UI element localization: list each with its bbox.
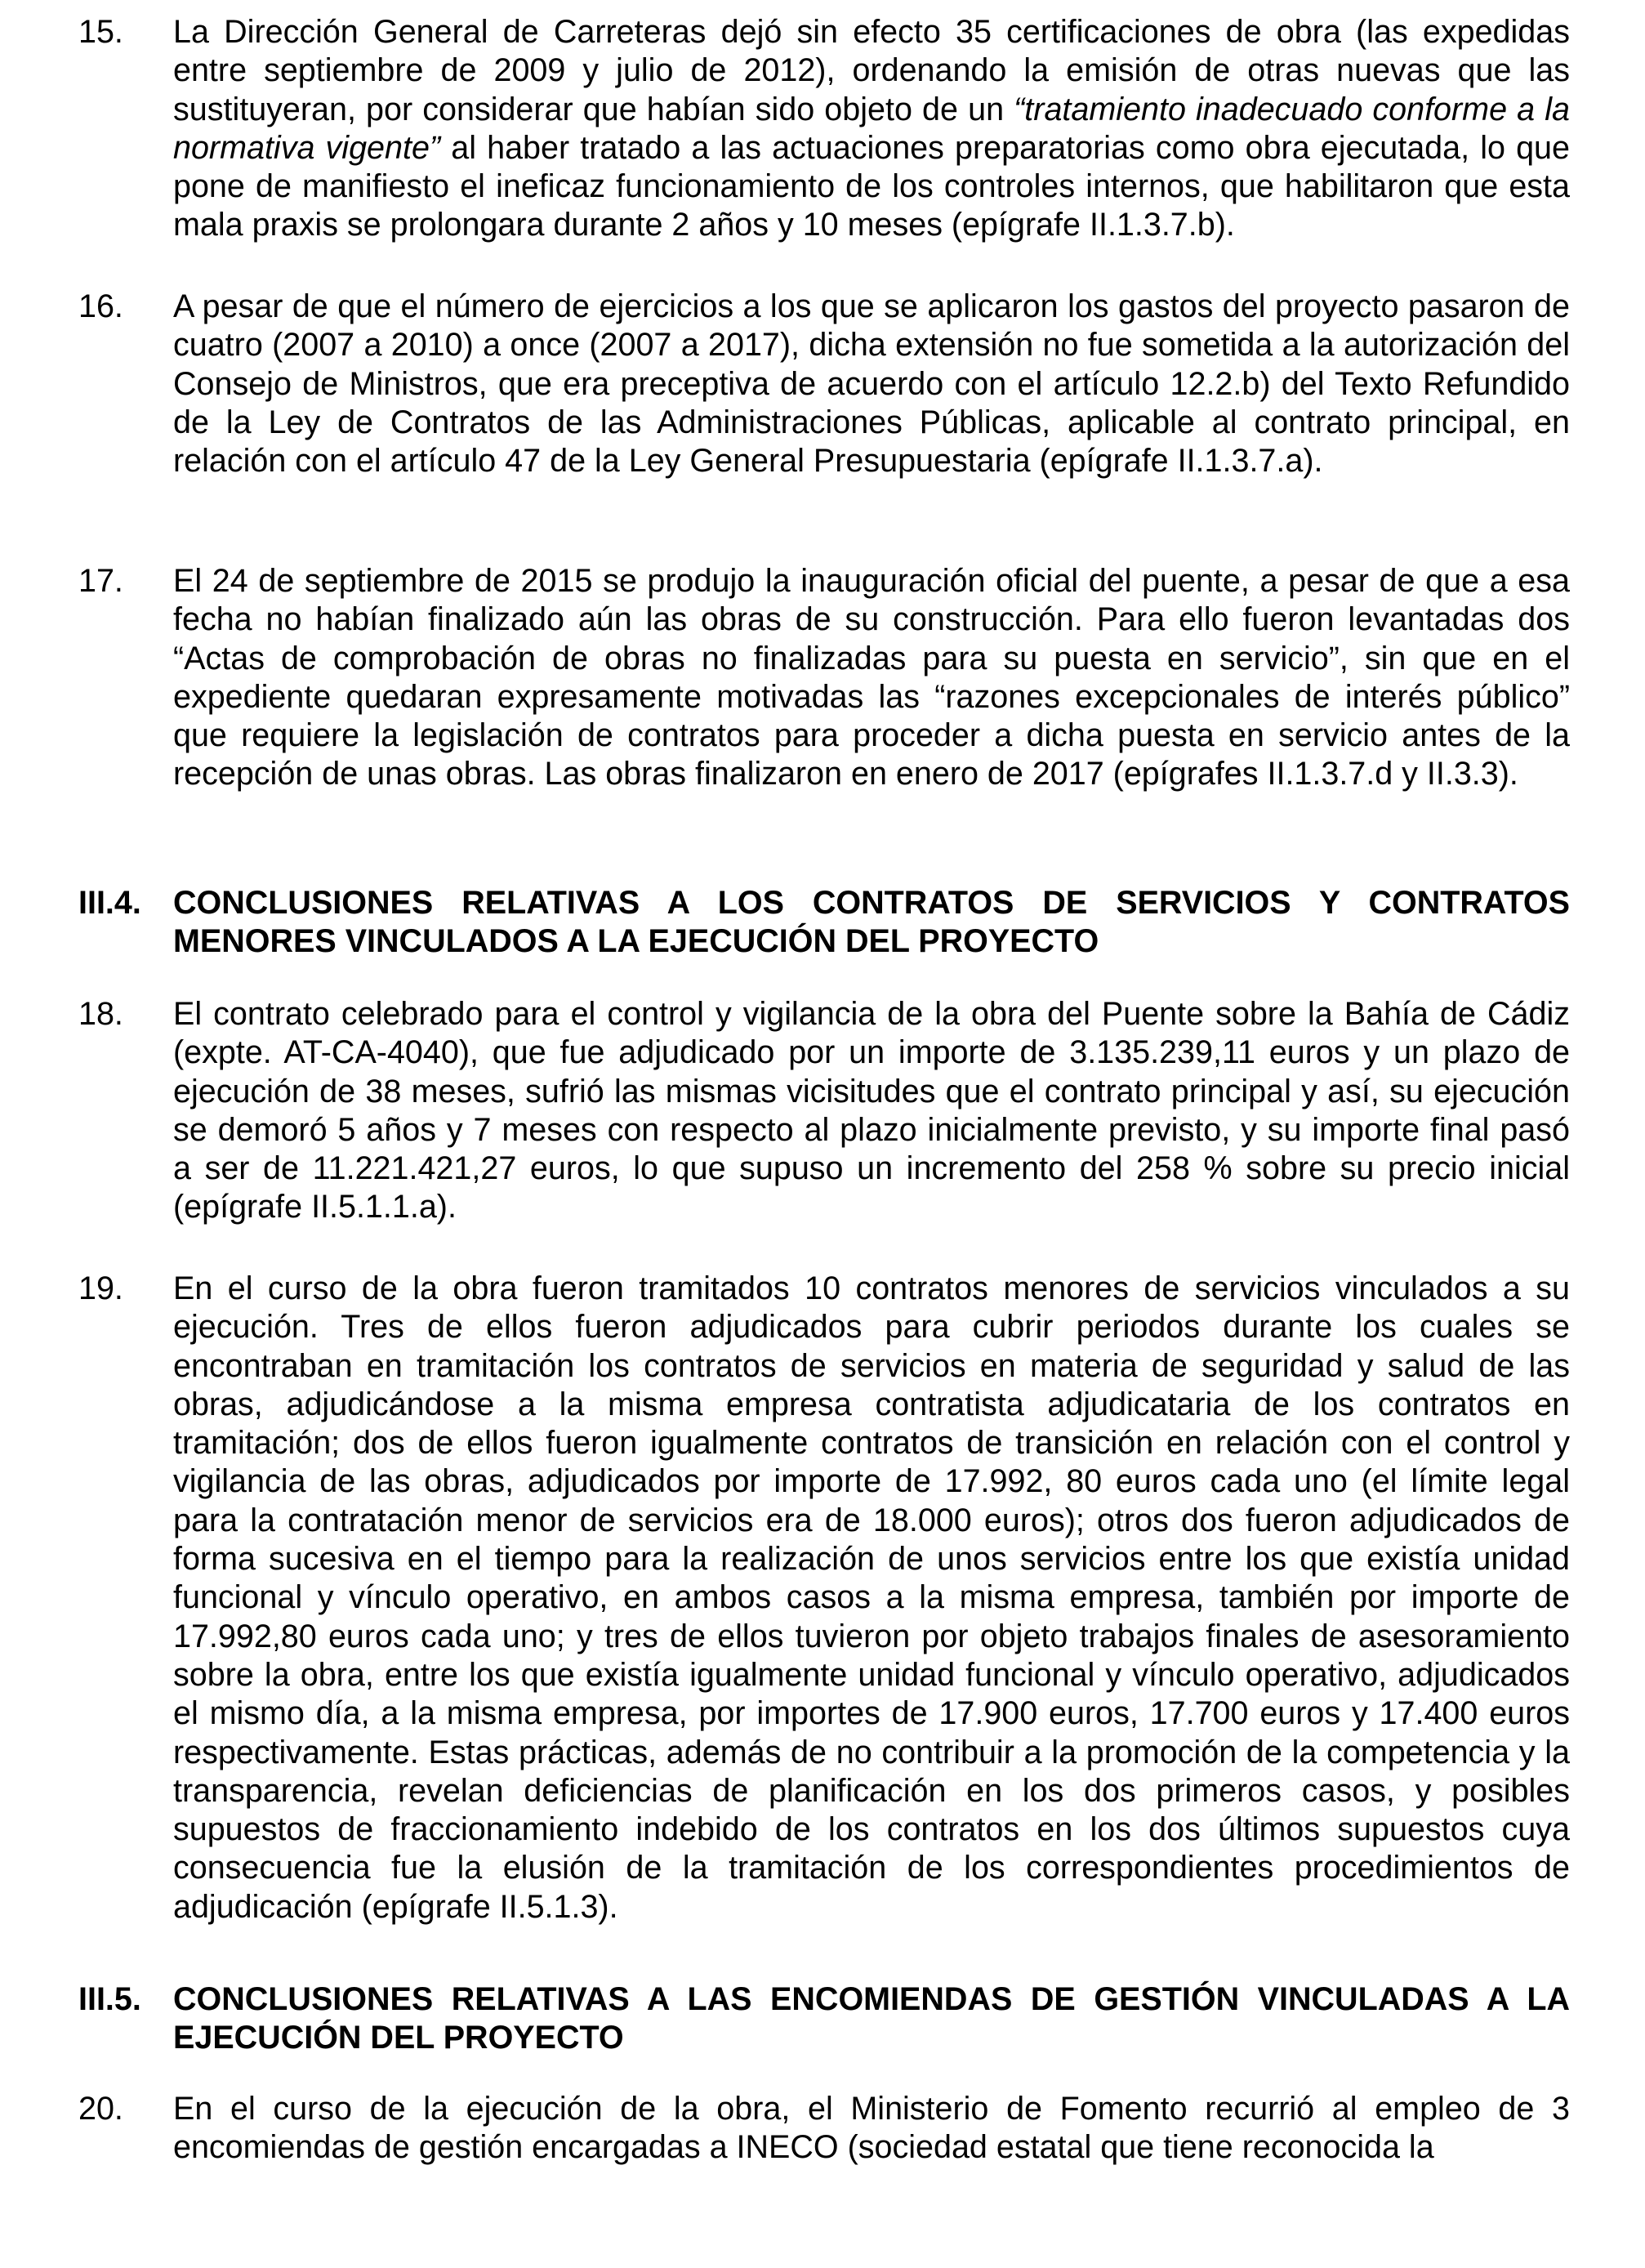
paragraph-number: 15. bbox=[78, 14, 123, 50]
section-heading-III-5 bbox=[78, 1980, 1570, 2057]
paragraph-text-part: La Dirección General de Carreteras dejó sin efecto 35 certificaciones de obra (las expedidas entre septiembre de 2009 y julio de 2012), ordenando la emisión de otras nuevas que las sustituyeran, por considerar que habían sido objeto de un bbox=[173, 14, 1570, 127]
paragraph-text: En el curso de la obra fueron tramitados 10 contratos menores de servicios vinculados a su ejecución. Tres de ellos fueron adjudicados para cubrir periodos durante los cuales se encontraban en tramitación los contratos de servicios en materia de seguridad y salud de las obras, adjudicándose a la misma empresa contratista adjudicataria de los contratos en tramitación; dos de ellos fueron igualmente contratos de transición en relación con el control y vigilancia de las obras, adjudicados por importe de 17.992, 80 euros cada uno (el límite legal para la contratación menor de servicios era de 18.000 euros); otros dos fueron adjudicados de forma sucesiva en el tiempo para la realización de unos servicios entre los que existía unidad funcional y vínculo operativo, en ambos casos a la misma empresa, también por importe de 17.992,80 euros cada uno; y tres de ellos tuvieron por objeto trabajos finales de asesoramiento sobre la obra, entre los que existía igualmente unidad funcional y vínculo operativo, adjudicados el mismo día, a la misma empresa, por importes de 17.900 euros, 17.700 euros y 17.400 euros respectivamente. Estas prácticas, además de no contribuir a la promoción de la competencia y la transparencia, revelan deficiencias de planificación en los dos primeros casos, y posibles supuestos de fraccionamiento indebido de los contratos en los dos últimos supuestos cuya consecuencia fue la elusión de la tramitación de los correspondientes procedimientos de adjudicación (epígrafe II.5.1.3). bbox=[173, 1270, 1570, 1925]
paragraph-number: 20. bbox=[78, 2091, 123, 2127]
paragraph-16 bbox=[78, 288, 1570, 480]
paragraph-18 bbox=[78, 995, 1570, 1227]
paragraph-text bbox=[173, 13, 1570, 245]
paragraph-20 bbox=[78, 2090, 1570, 2168]
paragraph-number: 19. bbox=[78, 1270, 123, 1306]
paragraph-number: 16. bbox=[78, 288, 123, 324]
section-number: III.5. bbox=[78, 1981, 141, 2017]
paragraph-text: El 24 de septiembre de 2015 se produjo la inauguración oficial del puente, a pesar de que a esa fecha no habían finalizado aún las obras de su construcción. Para ello fueron levantadas dos “Actas de comprobación de obras no finalizadas para su puesta en servicio”, sin que en el expediente quedaran expresamente motivadas las “razones excepcionales de interés público” que requiere la legislación de contratos para proceder a dicha puesta en servicio antes de la recepción de unas obras. Las obras finalizaron en enero de 2017 (epígrafes II.1.3.7.d y II.3.3). bbox=[173, 563, 1570, 792]
section-title: CONCLUSIONES RELATIVAS A LAS ENCOMIENDAS DE GESTIÓN VINCULADAS A LA EJECUCIÓN DEL PROYECTO bbox=[173, 1981, 1570, 2056]
paragraph-number: 18. bbox=[78, 996, 123, 1032]
section-title: CONCLUSIONES RELATIVAS A LOS CONTRATOS DE SERVICIOS Y CONTRATOS MENORES VINCULADOS A LA EJECUCIÓN DEL PROYECTO bbox=[173, 885, 1570, 959]
paragraph-19 bbox=[78, 1270, 1570, 1926]
section-number: III.4. bbox=[78, 885, 141, 921]
paragraph-text: En el curso de la ejecución de la obra, el Ministerio de Fomento recurrió al empleo de 3 encomiendas de gestión encargadas a INECO (sociedad estatal que tiene reconocida la bbox=[173, 2091, 1570, 2166]
paragraph-text: El contrato celebrado para el control y vigilancia de la obra del Puente sobre la Bahía de Cádiz (expte. AT-CA-4040), que fue adjudicado por un importe de 3.135.239,11 euros y un plazo de ejecución de 38 meses, sufrió las mismas vicisitudes que el contrato principal y así, su ejecución se demoró 5 años y 7 meses con respecto al plazo inicialmente previsto, y su importe final pasó a ser de 11.221.421,27 euros, lo que supuso un incremento del 258 % sobre su precio inicial (epígrafe II.5.1.1.a). bbox=[173, 996, 1570, 1226]
paragraph-number: 17. bbox=[78, 563, 123, 599]
italic-quote: “tratamiento inadecuado conforme a la normativa vigente” bbox=[173, 91, 1570, 166]
paragraph-17 bbox=[78, 562, 1570, 794]
paragraph-text-part: al haber tratado a las actuaciones preparatorias como obra ejecutada, lo que pone de manifiesto el ineficaz funcionamiento de los controles internos, que habilitaron que esta mala praxis se prolongara durante 2 años y 10 meses (epígrafe II.1.3.7.b). bbox=[173, 129, 1570, 243]
paragraph-15 bbox=[78, 13, 1570, 245]
section-heading-III-4 bbox=[78, 884, 1570, 961]
paragraph-text: A pesar de que el número de ejercicios a los que se aplicaron los gastos del proyecto pasaron de cuatro (2007 a 2010) a once (2007 a 2017), dicha extensión no fue sometida a la autorización del Consejo de Ministros, que era preceptiva de acuerdo con el artículo 12.2.b) del Texto Refundido de la Ley de Contratos de las Administraciones Públicas, aplicable al contrato principal, en relación con el artículo 47 de la Ley General Presupuestaria (epígrafe II.1.3.7.a). bbox=[173, 288, 1570, 480]
